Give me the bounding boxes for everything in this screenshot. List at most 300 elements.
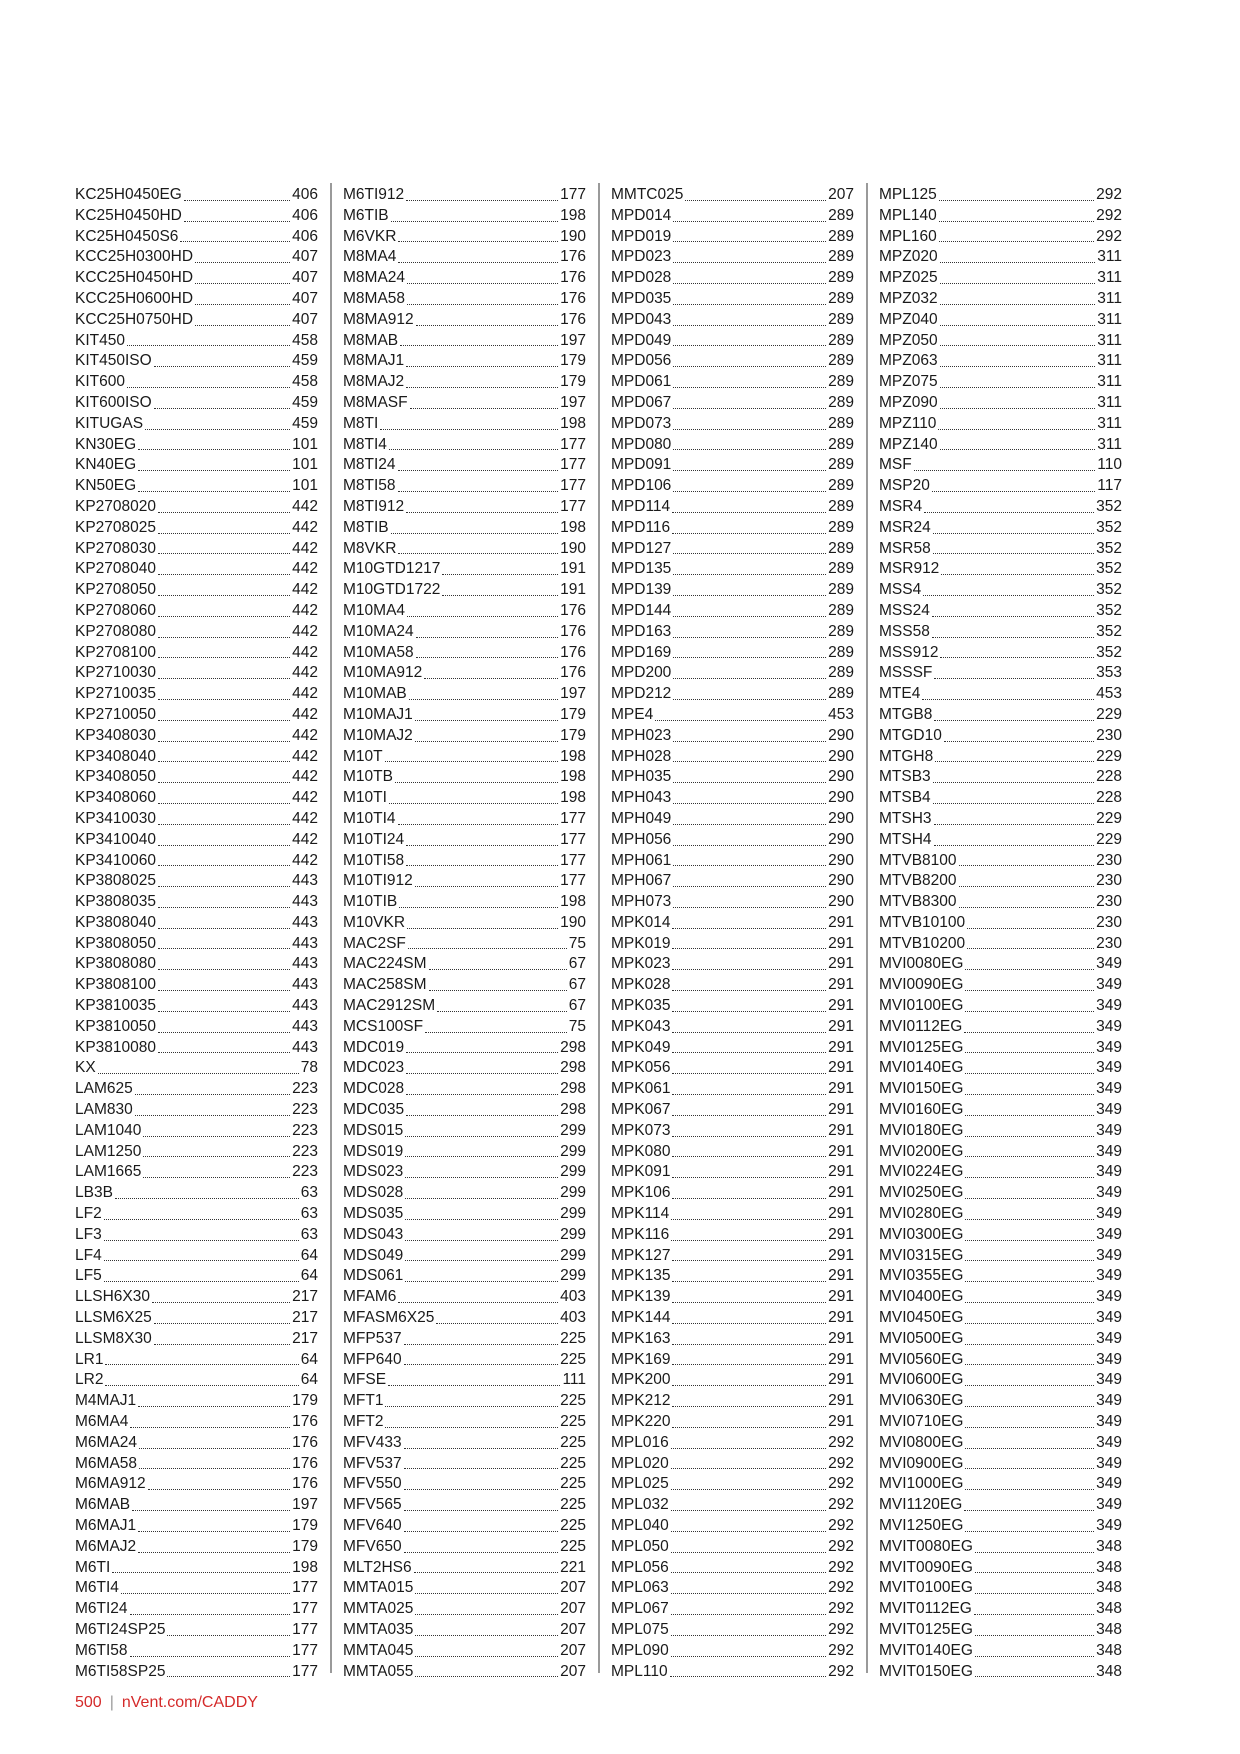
index-entry [343, 206, 586, 227]
index-entry [611, 580, 854, 601]
dot-leader [407, 282, 558, 284]
dot-leader [932, 615, 1094, 617]
page-reference: 292 [828, 1641, 854, 1659]
index-entry [611, 684, 854, 705]
page-reference: 292 [828, 1620, 854, 1638]
index-entry [343, 1474, 586, 1495]
page-reference: 290 [828, 893, 854, 911]
page-reference: 64 [300, 1267, 318, 1285]
index-entry [75, 1391, 318, 1412]
part-number: MFV433 [343, 1433, 402, 1451]
part-number: MVI0600EG [879, 1371, 964, 1389]
index-entry [343, 1121, 586, 1142]
index-entry [611, 1100, 854, 1121]
dot-leader [655, 719, 826, 721]
dot-leader [940, 407, 1096, 409]
page-reference: 291 [828, 1121, 854, 1139]
part-number: MPL016 [611, 1433, 669, 1451]
part-number: M8MAJ1 [343, 352, 405, 370]
dot-leader [398, 490, 559, 492]
dot-leader [158, 1051, 290, 1053]
index-column-3 [611, 185, 854, 1682]
index-entry [879, 1391, 1122, 1412]
part-number: MPK073 [611, 1121, 671, 1139]
dot-leader [673, 469, 826, 471]
dot-leader [672, 1010, 826, 1012]
dot-leader [406, 365, 558, 367]
page-reference: 292 [828, 1517, 854, 1534]
part-number: MPK114 [611, 1205, 670, 1223]
index-entry [879, 1287, 1122, 1308]
index-entry [343, 1641, 586, 1662]
page-reference: 179 [560, 352, 586, 370]
part-number: MVI0560EG [879, 1350, 964, 1368]
part-number: MPL160 [879, 227, 937, 245]
index-entry [611, 518, 854, 539]
index-entry [75, 1142, 318, 1163]
part-number: MVI0080EG [879, 955, 964, 973]
part-number: KP3410030 [75, 809, 157, 827]
index-entry [611, 1038, 854, 1059]
index-entry [343, 351, 586, 372]
part-number: MPK163 [611, 1329, 671, 1347]
dot-leader [138, 1551, 290, 1553]
index-entry [879, 975, 1122, 996]
page-reference: 229 [1096, 747, 1122, 765]
page-reference: 176 [560, 622, 586, 640]
dot-leader [398, 469, 559, 471]
dot-leader [389, 802, 558, 804]
part-number: MPZ075 [879, 373, 938, 391]
part-number: MMTA055 [343, 1662, 414, 1680]
part-number: MPD106 [611, 477, 672, 495]
part-number: KP2708100 [75, 643, 157, 661]
dot-leader [965, 1155, 1094, 1157]
index-entry [75, 767, 318, 788]
part-number: MPD114 [611, 497, 671, 515]
index-entry [343, 393, 586, 414]
part-number: MFV640 [343, 1517, 402, 1534]
index-entry [75, 1516, 318, 1537]
page-reference: 63 [300, 1225, 318, 1243]
index-entry [75, 1058, 318, 1079]
website-link[interactable]: nVent.com/CADDY [121, 1694, 258, 1711]
page-reference: 442 [292, 685, 318, 703]
page-reference: 177 [292, 1579, 318, 1597]
index-entry [75, 1662, 318, 1683]
part-number: KP2708050 [75, 581, 157, 599]
part-number: MDS049 [343, 1246, 404, 1264]
index-entry [611, 892, 854, 913]
index-entry [75, 310, 318, 331]
page-reference: 176 [560, 289, 586, 307]
index-entry [75, 1266, 318, 1287]
index-entry [75, 372, 318, 393]
page-reference: 207 [560, 1620, 586, 1638]
dot-leader [130, 1655, 291, 1657]
page-reference: 223 [292, 1121, 318, 1139]
index-entry [343, 1204, 586, 1225]
index-entry [75, 1100, 318, 1121]
page-reference: 291 [828, 1184, 854, 1202]
dot-leader [158, 906, 290, 908]
page-reference: 289 [828, 352, 854, 370]
part-number: MPD061 [611, 373, 672, 391]
page-reference: 291 [828, 1038, 854, 1056]
page-reference: 348 [1096, 1662, 1122, 1680]
page-reference: 407 [292, 248, 318, 266]
part-number: M6MA912 [75, 1475, 146, 1493]
dot-leader [406, 844, 558, 846]
dot-leader [399, 906, 558, 908]
dot-leader [944, 740, 1094, 742]
dot-leader [672, 1155, 826, 1157]
part-number: MPK056 [611, 1059, 671, 1077]
dot-leader [975, 1592, 1094, 1594]
part-number: M6TIB [343, 206, 389, 224]
page-reference: 291 [828, 1163, 854, 1181]
dot-leader [415, 740, 558, 742]
part-number: LAM1665 [75, 1163, 142, 1181]
index-entry [343, 1287, 586, 1308]
index-entry [343, 954, 586, 975]
page-reference: 349 [1096, 1142, 1122, 1160]
dot-leader [404, 1530, 559, 1532]
dot-leader [154, 365, 290, 367]
index-entry [75, 1578, 318, 1599]
page-reference: 349 [1096, 1454, 1122, 1472]
dot-leader [672, 532, 826, 534]
dot-leader [405, 1280, 558, 1282]
index-entry [75, 1599, 318, 1620]
page-reference: 117 [1097, 477, 1122, 495]
page-reference: 311 [1097, 248, 1122, 266]
dot-leader [442, 573, 558, 575]
part-number: M4MAJ1 [75, 1392, 137, 1410]
dot-leader [965, 1218, 1094, 1220]
dot-leader [158, 656, 290, 658]
page-reference: 349 [1096, 1350, 1122, 1368]
part-number: LAM830 [75, 1101, 133, 1119]
dot-leader [135, 1093, 290, 1095]
part-number: MSP20 [879, 477, 930, 495]
part-number: MVI0224EG [879, 1163, 964, 1181]
index-entry [75, 1454, 318, 1475]
dot-leader [135, 1114, 290, 1116]
part-number: MPL125 [879, 186, 937, 203]
dot-leader [158, 927, 290, 929]
dot-leader [158, 719, 290, 721]
page-reference: 230 [1096, 934, 1122, 952]
dot-leader [965, 1343, 1094, 1345]
part-number: KX [75, 1059, 96, 1077]
dot-leader [965, 1280, 1094, 1282]
index-entry [75, 996, 318, 1017]
page-reference: 348 [1096, 1537, 1122, 1555]
part-number: M10GTD1217 [343, 560, 441, 578]
page-footer [75, 1694, 258, 1712]
part-number: MDS023 [343, 1163, 404, 1181]
page-reference: 179 [560, 726, 586, 744]
part-number: LR2 [75, 1371, 104, 1389]
dot-leader [965, 1447, 1094, 1449]
page-reference: 311 [1097, 393, 1122, 411]
part-number: MTVB8300 [879, 893, 957, 911]
page-reference: 348 [1096, 1620, 1122, 1638]
part-number: MTSB3 [879, 768, 931, 786]
index-entry [611, 622, 854, 643]
index-entry [343, 601, 586, 622]
index-entry [75, 455, 318, 476]
page-reference: 207 [560, 1579, 586, 1597]
index-entry [611, 247, 854, 268]
index-entry [611, 1058, 854, 1079]
index-entry [879, 1558, 1122, 1579]
page-reference: 228 [1096, 768, 1122, 786]
index-entry [611, 1308, 854, 1329]
part-number: MPL067 [611, 1600, 669, 1618]
dot-leader [940, 448, 1096, 450]
dot-leader [673, 552, 826, 554]
part-number: MFSE [343, 1371, 387, 1389]
footer-separator: | [109, 1694, 114, 1711]
page-reference: 299 [560, 1225, 586, 1243]
page-reference: 407 [292, 310, 318, 328]
index-entry [343, 1162, 586, 1183]
part-number: KP2708030 [75, 539, 157, 557]
index-entry [75, 580, 318, 601]
index-entry [75, 747, 318, 768]
index-entry [75, 1183, 318, 1204]
page-reference: 291 [828, 1225, 854, 1243]
page-reference: 311 [1097, 289, 1122, 307]
dot-leader [195, 282, 290, 284]
part-number: LF4 [75, 1246, 102, 1264]
index-entry [75, 393, 318, 414]
index-entry [75, 913, 318, 934]
index-entry [75, 705, 318, 726]
index-entry [611, 871, 854, 892]
page-reference: 101 [292, 477, 318, 495]
page-reference: 225 [560, 1537, 586, 1555]
page-reference: 190 [560, 227, 586, 245]
page-reference: 198 [560, 747, 586, 765]
dot-leader [965, 1093, 1094, 1095]
dot-leader [672, 968, 826, 970]
part-number: MPH056 [611, 830, 672, 848]
index-entry [343, 1620, 586, 1641]
part-number: MFP640 [343, 1350, 402, 1368]
page-reference: 348 [1096, 1600, 1122, 1618]
dot-leader [415, 885, 558, 887]
dot-leader [154, 1343, 290, 1345]
dot-leader [934, 719, 1094, 721]
dot-leader [672, 1426, 826, 1428]
dot-leader [959, 906, 1095, 908]
page-reference: 177 [560, 830, 586, 848]
part-number: M10MA24 [343, 622, 414, 640]
index-entry [75, 1204, 318, 1225]
dot-leader [941, 573, 1094, 575]
dot-leader [670, 1675, 827, 1677]
dot-leader [405, 1259, 558, 1261]
dot-leader [965, 1051, 1094, 1053]
index-entry [343, 1662, 586, 1683]
index-entry [75, 1412, 318, 1433]
page-reference: 177 [292, 1620, 318, 1638]
page-reference: 453 [1096, 685, 1122, 703]
part-number: MVI0090EG [879, 976, 964, 994]
page-reference: 292 [1096, 186, 1122, 203]
page-reference: 442 [292, 705, 318, 723]
part-number: KP3808040 [75, 913, 157, 931]
dot-leader [932, 636, 1094, 638]
page-reference: 290 [828, 851, 854, 869]
part-number: MSR912 [879, 560, 940, 578]
index-entry [611, 1433, 854, 1454]
page-reference: 352 [1096, 497, 1122, 515]
index-entry [879, 435, 1122, 456]
part-number: MVI0450EG [879, 1309, 964, 1327]
dot-leader [672, 1405, 826, 1407]
page-reference: 299 [560, 1246, 586, 1264]
dot-leader [940, 324, 1096, 326]
dot-leader [442, 594, 558, 596]
part-number: KP3808100 [75, 976, 157, 994]
page-reference: 349 [1096, 1309, 1122, 1327]
page-reference: 197 [560, 393, 586, 411]
index-entry [879, 1058, 1122, 1079]
part-number: KP3410040 [75, 830, 157, 848]
index-entry [343, 1329, 586, 1350]
part-number: M8TIB [343, 518, 389, 536]
page-reference: 298 [560, 1101, 586, 1119]
part-number: MPL056 [611, 1558, 669, 1576]
part-number: MLT2HS6 [343, 1558, 412, 1576]
dot-leader [672, 1135, 826, 1137]
page-reference: 349 [1096, 1163, 1122, 1181]
page-reference: 349 [1096, 1205, 1122, 1223]
index-entry [611, 1412, 854, 1433]
part-number: MVIT0090EG [879, 1558, 973, 1576]
page-reference: 290 [828, 789, 854, 807]
index-entry [611, 996, 854, 1017]
page-reference: 442 [292, 809, 318, 827]
part-number: MVI1000EG [879, 1475, 964, 1493]
dot-leader [127, 344, 290, 346]
page-reference: 289 [828, 310, 854, 328]
dot-leader [158, 511, 290, 513]
page-reference: 291 [828, 1350, 854, 1368]
part-number: KP3808050 [75, 934, 157, 952]
part-number: MVI0300EG [879, 1225, 964, 1243]
part-number: MPD073 [611, 414, 672, 432]
page-reference: 223 [292, 1080, 318, 1098]
index-entry [611, 1121, 854, 1142]
page-reference: 289 [828, 456, 854, 474]
dot-leader [965, 1488, 1094, 1490]
page-reference: 352 [1096, 581, 1122, 599]
part-number: KP2710035 [75, 685, 157, 703]
part-number: MPK028 [611, 976, 671, 994]
part-number: MPL025 [611, 1475, 669, 1493]
index-entry [75, 851, 318, 872]
index-entry [75, 643, 318, 664]
part-number: MVI0500EG [879, 1329, 964, 1347]
part-number: MVI1120EG [879, 1496, 963, 1514]
index-entry [611, 289, 854, 310]
dot-leader [672, 989, 826, 991]
index-entry [611, 227, 854, 248]
part-number: MPK212 [611, 1392, 671, 1410]
part-number: MFT1 [343, 1392, 384, 1410]
dot-leader [404, 1363, 559, 1365]
part-number: MTSH3 [879, 809, 932, 827]
part-number: M8MAB [343, 331, 399, 349]
page-reference: 349 [1096, 1184, 1122, 1202]
part-number: MPK035 [611, 997, 671, 1015]
dot-leader [105, 1363, 298, 1365]
dot-leader [195, 303, 290, 305]
part-number: MVIT0080EG [879, 1537, 973, 1555]
index-entry [611, 1246, 854, 1267]
index-entry [611, 1225, 854, 1246]
dot-leader [974, 1613, 1094, 1615]
dot-leader [404, 1509, 559, 1511]
part-number: KIT600ISO [75, 393, 152, 411]
part-number: M10TI24 [343, 830, 405, 848]
part-number: MPK135 [611, 1267, 671, 1285]
dot-leader [104, 1218, 299, 1220]
index-entry [75, 809, 318, 830]
dot-leader [406, 1093, 558, 1095]
page-reference: 289 [828, 581, 854, 599]
dot-leader [180, 240, 290, 242]
index-entry [343, 435, 586, 456]
part-number: MPK144 [611, 1309, 671, 1327]
part-number: KITUGAS [75, 414, 144, 432]
index-entry [611, 1578, 854, 1599]
page-reference: 349 [1096, 1392, 1122, 1410]
index-entry [879, 1079, 1122, 1100]
page-reference: 289 [828, 331, 854, 349]
index-entry [75, 289, 318, 310]
page-reference: 197 [560, 685, 586, 703]
dot-leader [184, 220, 290, 222]
dot-leader [143, 1135, 290, 1137]
index-entry [343, 622, 586, 643]
part-number: M10T [343, 747, 383, 765]
index-entry [343, 1350, 586, 1371]
index-entry [75, 1350, 318, 1371]
part-number: M6TI [75, 1558, 111, 1576]
part-number: MPD056 [611, 352, 672, 370]
page-reference: 443 [292, 893, 318, 911]
index-entry [343, 1246, 586, 1267]
part-number: MPK061 [611, 1080, 671, 1098]
dot-leader [671, 1551, 826, 1553]
page-reference: 311 [1097, 331, 1122, 349]
part-number: MFP537 [343, 1329, 402, 1347]
page-reference: 221 [560, 1558, 586, 1576]
part-number: MPK169 [611, 1350, 671, 1368]
index-column-4 [879, 185, 1122, 1682]
page-reference: 349 [1096, 955, 1122, 973]
page-reference: 177 [560, 456, 586, 474]
part-number: M6MAB [75, 1496, 131, 1514]
index-entry [75, 227, 318, 248]
page-reference: 443 [292, 1038, 318, 1056]
